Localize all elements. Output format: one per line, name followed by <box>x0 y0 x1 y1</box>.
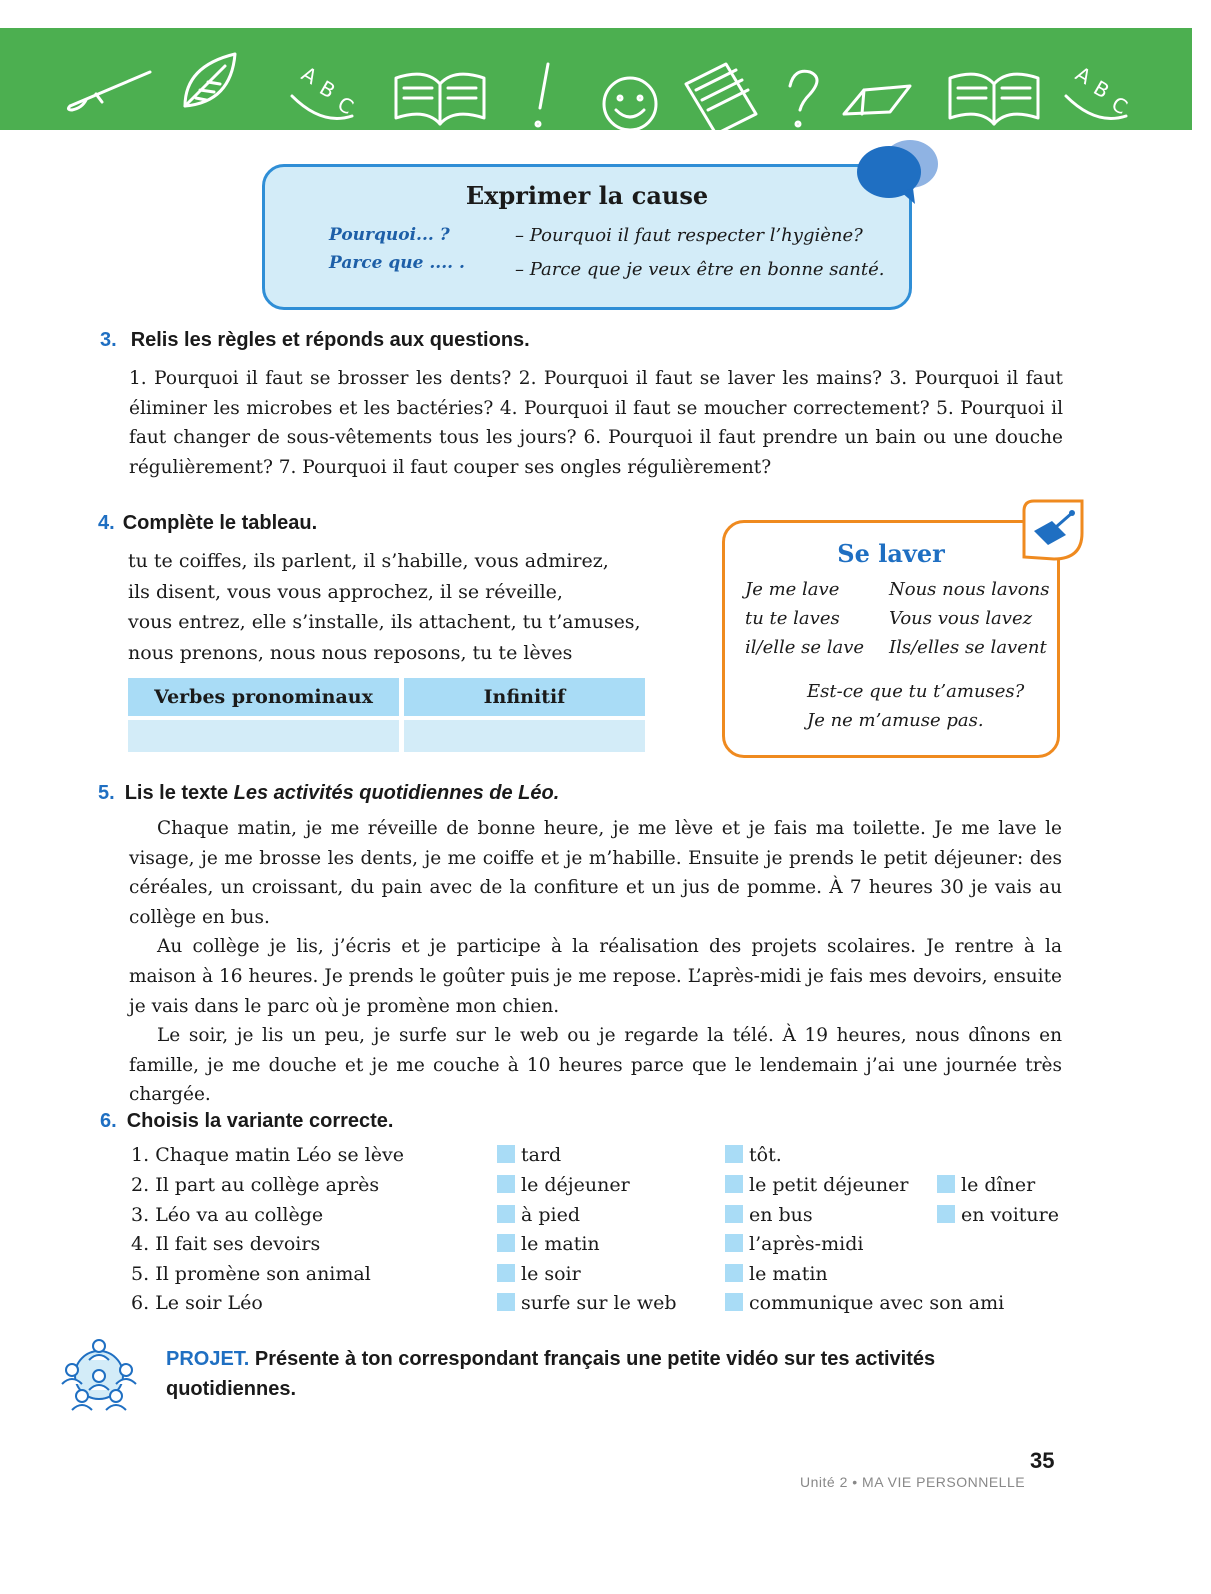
option-label: tard <box>521 1144 562 1166</box>
sentence-text: Chaque matin Léo se lève <box>155 1144 404 1166</box>
text-paragraph: Le soir, je lis un peu, je surfe sur le web ou je regarde la télé. À 19 heures, nous dînons en famille, je me douche et je me couche à 10 heures parce que le lendemain j’ai une journée très chargée. <box>129 1025 1062 1106</box>
eraser-icon <box>844 86 910 114</box>
exercise-3-title: Relis les règles et réponds aux questions. <box>130 329 530 351</box>
exercise-3-number: 3. <box>100 329 117 351</box>
cause-title: Exprimer la cause <box>465 181 709 210</box>
cause-question: Pourquoi... ? <box>329 225 450 245</box>
projet-text: Présente à ton correspondant français une petite vidéo sur tes activités quotidiennes. <box>166 1348 936 1400</box>
sentence-text: Il promène son animal <box>155 1263 371 1285</box>
option-a[interactable] <box>497 1263 581 1285</box>
sentence-number: 1. <box>131 1144 150 1166</box>
conjugation-line: Vous vous lavez <box>889 608 1033 629</box>
team-icon <box>60 1336 138 1414</box>
option-a[interactable] <box>497 1174 630 1196</box>
option-a[interactable] <box>497 1204 580 1226</box>
checkbox[interactable] <box>725 1293 743 1311</box>
option-label: le matin <box>749 1263 828 1285</box>
option-label: le dîner <box>961 1174 1036 1196</box>
exclamation-icon <box>536 64 548 126</box>
exercise-6-number: 6. <box>100 1110 117 1132</box>
option-sentence <box>131 1144 404 1166</box>
banner-icons <box>0 28 1192 130</box>
guitar-book-icon <box>1020 497 1086 563</box>
exercise-4-verbs <box>128 546 688 668</box>
sentence-text: Léo va au collège <box>155 1204 324 1226</box>
exercise-5-title-prefix: Lis le texte <box>124 782 234 804</box>
notebook-icon <box>686 64 756 130</box>
option-b[interactable] <box>725 1204 813 1226</box>
conjugation-line: Ils/elles se lavent <box>889 637 1047 658</box>
option-a[interactable] <box>497 1292 677 1314</box>
unit-footer: Unité 2 • MA VIE PERSONNELLE <box>800 1474 1026 1490</box>
option-label: en bus <box>749 1204 813 1226</box>
sentence-text: Il fait ses devoirs <box>155 1233 321 1255</box>
projet-label: PROJET. <box>166 1348 250 1370</box>
table-cell-answer[interactable] <box>128 720 399 752</box>
exercise-4-heading <box>98 512 317 535</box>
text-paragraph: Chaque matin, je me réveille de bonne heure, je me lève et je fais ma toilette. Je me lave le visage, je me brosse les dents, je me coiffe et je m’habille. Ensuite je prends le petit déjeuner: des céréales, un croissant, du pain avec de la confiture et un jus de pomme. À 7 heures 30 je vais au collège en bus. <box>129 818 1062 928</box>
projet-instruction <box>166 1344 1066 1404</box>
checkbox[interactable] <box>497 1205 515 1223</box>
cause-box <box>262 164 912 310</box>
verb-line: ils disent, vous vous approchez, il se réveille, <box>128 580 563 603</box>
exercise-5-text-title: Les activités quotidiennes de Léo. <box>233 782 560 804</box>
sentence-text: Le soir Léo <box>155 1292 263 1314</box>
checkbox[interactable] <box>725 1264 743 1282</box>
leaf-icon <box>185 54 235 106</box>
checkbox[interactable] <box>725 1145 743 1163</box>
option-label: tôt. <box>749 1144 782 1166</box>
page-number: 35 <box>1030 1448 1055 1473</box>
checkbox[interactable] <box>725 1175 743 1193</box>
checkbox[interactable] <box>497 1145 515 1163</box>
exercise-4-title: Complète le tableau. <box>122 512 318 534</box>
table-cell-answer[interactable] <box>404 720 645 752</box>
sentence-number: 2. <box>131 1174 150 1196</box>
checkbox[interactable] <box>937 1205 955 1223</box>
header-banner <box>0 28 1192 130</box>
checkbox[interactable] <box>725 1205 743 1223</box>
se-laver-title: Se laver <box>837 539 945 568</box>
option-b[interactable] <box>725 1263 828 1285</box>
abc-icon-2 <box>1066 62 1132 120</box>
question-icon <box>790 71 817 126</box>
negation-question: Est-ce que tu t’amuses? <box>807 681 1025 702</box>
option-label: surfe sur le web <box>521 1292 677 1314</box>
table-header-infinitive: Infinitif <box>404 678 645 716</box>
checkbox[interactable] <box>725 1234 743 1252</box>
exercise-3-heading <box>100 329 530 352</box>
sentence-number: 6. <box>131 1292 150 1314</box>
svg-text:C: C <box>333 91 358 120</box>
verb-line: vous entrez, elle s’installe, ils attachent, tu t’amuses, <box>128 611 641 633</box>
verb-line: tu te coiffes, ils parlent, il s’habille, vous admirez, <box>128 550 609 572</box>
table-header-pronominal: Verbes pronominaux <box>128 678 399 716</box>
se-laver-box <box>722 520 1060 758</box>
svg-text:A: A <box>1071 61 1096 90</box>
option-a[interactable] <box>497 1233 600 1255</box>
cause-example-answer: – Parce que je veux être en bonne santé. <box>515 259 885 280</box>
smiley-icon <box>604 78 656 130</box>
exercise-5-heading <box>98 782 559 805</box>
checkbox[interactable] <box>497 1293 515 1311</box>
exercise-5-number: 5. <box>98 782 115 804</box>
exercise-3-questions <box>129 364 1063 482</box>
checkbox[interactable] <box>497 1175 515 1193</box>
cause-answer-label: Parce que .... . <box>329 253 465 273</box>
speech-bubble-icon <box>855 134 945 206</box>
option-label: le soir <box>521 1263 581 1285</box>
conjugation-line: tu te laves <box>745 608 840 629</box>
option-b[interactable] <box>725 1174 909 1196</box>
svg-text:B: B <box>315 75 340 104</box>
sentence-number: 5. <box>131 1263 150 1285</box>
brush-icon <box>68 72 150 110</box>
cause-example-question: – Pourquoi il faut respecter l’hygiène? <box>515 225 863 246</box>
sentence-text: Il part au collège après <box>155 1174 380 1196</box>
exercise-3-text: 1. Pourquoi il faut se brosser les dents? 2. Pourquoi il faut se laver les mains? 3. Pourquoi il faut éliminer les microbes et les bactéries? 4. Pourquoi il faut se moucher correctement? 5. Pourquoi il faut changer de sous-vêtements tous les jours? 6. Pourquoi il faut prendre un bain ou une douche régulièrement? 7. Pourquoi il faut couper ses ongles régulièrement? <box>129 368 1063 478</box>
option-a[interactable] <box>497 1144 561 1166</box>
exercise-4-number: 4. <box>98 512 115 534</box>
svg-text:B: B <box>1089 75 1114 104</box>
conjugation-line: Nous nous lavons <box>889 579 1050 600</box>
negation-answer: Je ne m’amuse pas. <box>807 710 984 731</box>
option-label: le déjeuner <box>521 1174 630 1196</box>
option-c[interactable] <box>937 1204 1059 1226</box>
option-b[interactable] <box>725 1144 782 1166</box>
checkbox[interactable] <box>497 1234 515 1252</box>
exercise-6-heading <box>100 1110 393 1133</box>
option-label: en voiture <box>961 1204 1059 1226</box>
option-label: à pied <box>521 1204 581 1226</box>
conjugation-line: Je me lave <box>745 579 840 600</box>
option-sentence <box>131 1233 320 1255</box>
option-label: le petit déjeuner <box>749 1174 909 1196</box>
svg-text:C: C <box>1107 91 1132 120</box>
verb-line: nous prenons, nous nous reposons, tu te lèves <box>128 641 573 664</box>
sentence-number: 3. <box>131 1204 150 1226</box>
text-paragraph: Au collège je lis, j’écris et je participe à la réalisation des projets scolaires. Je rentre à la maison à 16 heures. Je prends le goûter puis je me repose. L’après-midi je fais mes devoirs, ensuite je vais dans le parc où je promène mon chien. <box>129 936 1062 1017</box>
svg-text:A: A <box>297 61 322 90</box>
checkbox[interactable] <box>937 1175 955 1193</box>
option-sentence <box>131 1292 263 1314</box>
option-sentence <box>131 1263 371 1285</box>
option-label: l’après-midi <box>749 1233 864 1255</box>
conjugation-line: il/elle se lave <box>745 637 865 658</box>
exercise-6-title: Choisis la variante correcte. <box>126 1110 394 1132</box>
option-label: communique avec son ami <box>749 1292 1005 1314</box>
open-book-icon <box>396 74 484 124</box>
abc-icon <box>292 62 358 120</box>
option-label: le matin <box>521 1233 600 1255</box>
exercise-5-text <box>129 814 1062 1110</box>
option-sentence <box>131 1204 323 1226</box>
checkbox[interactable] <box>497 1264 515 1282</box>
sentence-number: 4. <box>131 1233 150 1255</box>
option-b[interactable] <box>725 1292 1004 1314</box>
option-sentence <box>131 1174 379 1196</box>
option-c[interactable] <box>937 1174 1035 1196</box>
option-b[interactable] <box>725 1233 863 1255</box>
open-book-icon-2 <box>950 74 1038 124</box>
